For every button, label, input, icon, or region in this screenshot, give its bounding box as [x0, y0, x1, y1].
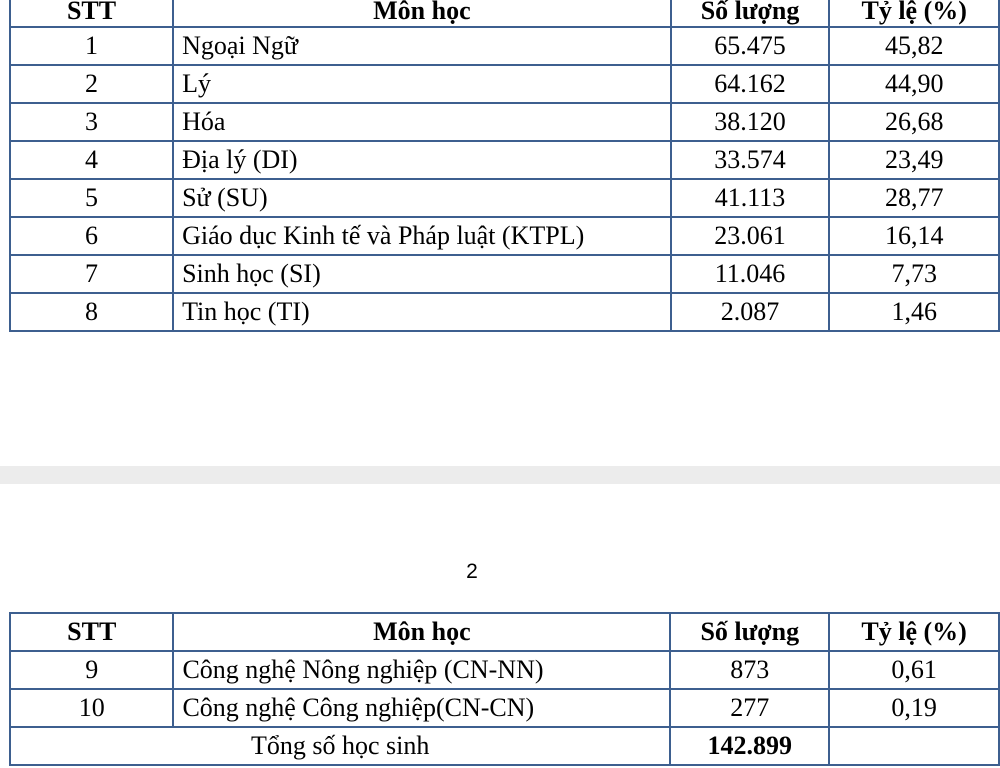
cell-so-luong: 873 [670, 651, 829, 689]
cell-mon-hoc: Giáo dục Kinh tế và Pháp luật (KTPL) [173, 217, 671, 255]
cell-ty-le: 45,82 [829, 27, 999, 65]
table-row [10, 141, 999, 179]
table-row [10, 217, 999, 255]
table-row [10, 651, 999, 689]
cell-stt: 5 [10, 179, 173, 217]
cell-mon-hoc: Ngoại Ngữ [173, 27, 671, 65]
cell-so-luong: 64.162 [671, 65, 830, 103]
total-ty-le [829, 727, 999, 765]
cell-mon-hoc: Hóa [173, 103, 671, 141]
cell-stt: 10 [10, 689, 173, 727]
cell-so-luong: 2.087 [671, 293, 830, 331]
table-row [10, 255, 999, 293]
table-row [10, 65, 999, 103]
cell-ty-le: 0,19 [829, 689, 999, 727]
subject-table-part-2 [9, 612, 1000, 766]
cell-ty-le: 1,46 [829, 293, 999, 331]
cell-stt: 6 [10, 217, 173, 255]
cell-stt: 4 [10, 141, 173, 179]
table-header-row [10, 0, 999, 27]
table-row [10, 179, 999, 217]
page-number: 2 [466, 560, 478, 583]
header-stt: STT [10, 0, 173, 27]
total-label: Tổng số học sinh [10, 727, 670, 765]
header-stt: STT [10, 613, 173, 651]
cell-ty-le: 26,68 [829, 103, 999, 141]
header-so-luong: Số lượng [670, 613, 829, 651]
table-row [10, 689, 999, 727]
cell-mon-hoc: Sử (SU) [173, 179, 671, 217]
cell-ty-le: 44,90 [829, 65, 999, 103]
subject-table-part-1 [9, 0, 1000, 332]
header-ty-le: Tỷ lệ (%) [829, 613, 999, 651]
cell-stt: 7 [10, 255, 173, 293]
cell-mon-hoc: Lý [173, 65, 671, 103]
cell-so-luong: 33.574 [671, 141, 830, 179]
header-mon-hoc: Môn học [173, 0, 671, 27]
cell-mon-hoc: Công nghệ Công nghiệp(CN-CN) [173, 689, 670, 727]
cell-so-luong: 41.113 [671, 179, 830, 217]
cell-ty-le: 23,49 [829, 141, 999, 179]
cell-so-luong: 38.120 [671, 103, 830, 141]
cell-stt: 8 [10, 293, 173, 331]
cell-ty-le: 7,73 [829, 255, 999, 293]
cell-so-luong: 23.061 [671, 217, 830, 255]
cell-stt: 9 [10, 651, 173, 689]
header-so-luong: Số lượng [671, 0, 830, 27]
header-ty-le: Tỷ lệ (%) [829, 0, 999, 27]
total-row [10, 727, 999, 765]
table-row [10, 27, 999, 65]
document-page-2 [0, 484, 1000, 768]
cell-stt: 1 [10, 27, 173, 65]
table-row [10, 103, 999, 141]
cell-so-luong: 277 [670, 689, 829, 727]
cell-stt: 2 [10, 65, 173, 103]
cell-mon-hoc: Địa lý (DI) [173, 141, 671, 179]
page-separator [0, 466, 1000, 484]
table-header-row [10, 613, 999, 651]
cell-ty-le: 28,77 [829, 179, 999, 217]
header-mon-hoc: Môn học [173, 613, 670, 651]
cell-mon-hoc: Tin học (TI) [173, 293, 671, 331]
cell-mon-hoc: Sinh học (SI) [173, 255, 671, 293]
cell-so-luong: 11.046 [671, 255, 830, 293]
cell-so-luong: 65.475 [671, 27, 830, 65]
cell-ty-le: 0,61 [829, 651, 999, 689]
cell-stt: 3 [10, 103, 173, 141]
table-row [10, 293, 999, 331]
cell-ty-le: 16,14 [829, 217, 999, 255]
cell-mon-hoc: Công nghệ Nông nghiệp (CN-NN) [173, 651, 670, 689]
total-value: 142.899 [670, 727, 829, 765]
